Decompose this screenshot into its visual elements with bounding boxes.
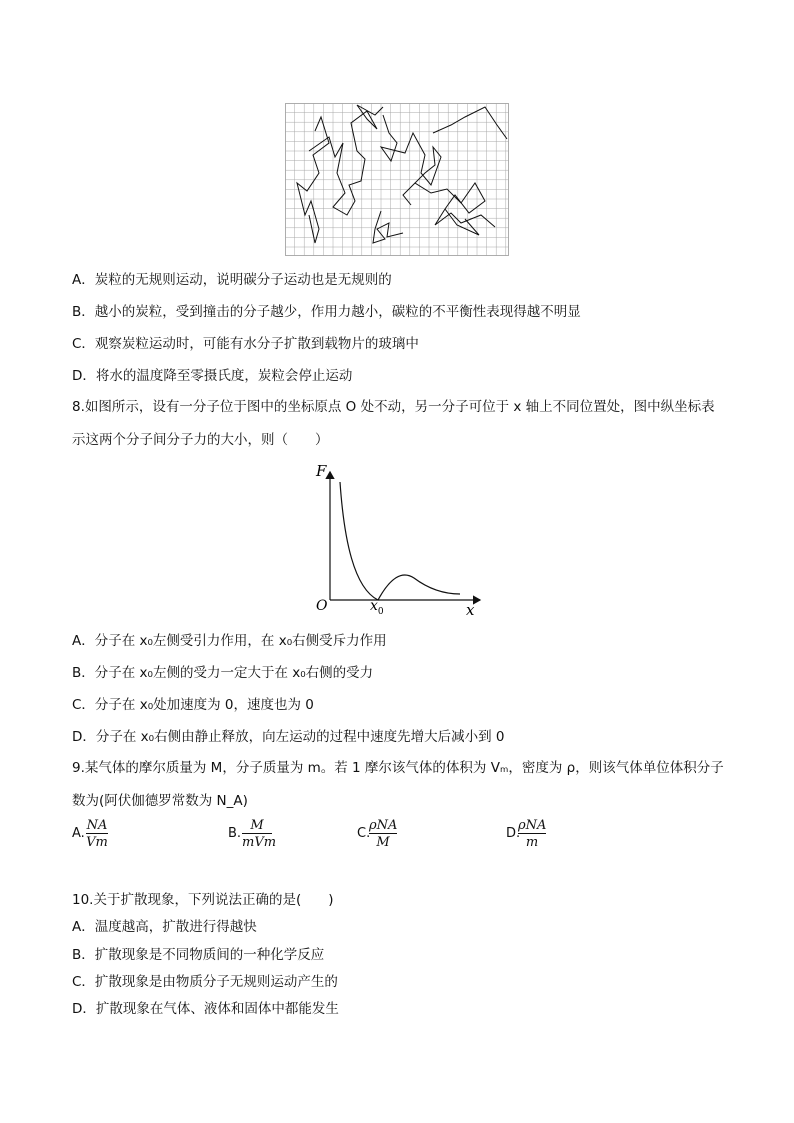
q7-option-a: A．炭粒的无规则运动，说明碳分子运动也是无规则的	[72, 272, 392, 288]
q9-choice-c: C. ρNA M	[357, 818, 398, 850]
force-curve	[340, 482, 460, 600]
q8-option-a: A．分子在 x₀左侧受引力作用，在 x₀右侧受斥力作用	[72, 633, 387, 649]
trajectory-1	[297, 105, 507, 243]
q10-option-d: D．扩散现象在气体、液体和固体中都能发生	[72, 1001, 339, 1017]
q10-option-c: C．扩散现象是由物质分子无规则运动产生的	[72, 974, 338, 990]
q8-option-c: C．分子在 x₀处加速度为 0，速度也为 0	[72, 697, 314, 713]
origin-label: O	[316, 598, 328, 614]
x-axis-label: x	[466, 601, 475, 619]
q9-choice-a: A. NA Vm	[72, 818, 108, 850]
brownian-motion-figure	[285, 103, 509, 256]
q9-choice-d: D. ρNA m	[506, 818, 547, 850]
force-distance-graph	[310, 460, 490, 620]
q7-option-c: C．观察炭粒运动时，可能有水分子扩散到载物片的玻璃中	[72, 336, 419, 352]
q9-stem-line2: 数为(阿伏伽德罗常数为 N_A)	[72, 793, 248, 809]
q10-stem: 10.关于扩散现象，下列说法正确的是( )	[72, 892, 334, 908]
q9-stem-line1: 9.某气体的摩尔质量为 M，分子质量为 m。若 1 摩尔该气体的体积为 Vₘ，密度为 ρ，则该气体单位体积分子	[72, 760, 724, 776]
q7-option-b: B．越小的炭粒，受到撞击的分子越少，作用力越小，碳粒的不平衡性表现得越不明显	[72, 304, 581, 320]
q10-option-a: A．温度越高，扩散进行得越快	[72, 919, 257, 935]
q8-option-d: D．分子在 x₀右侧由静止释放，向左运动的过程中速度先增大后减小到 0	[72, 729, 505, 745]
q9-choice-b: B. M mVm	[228, 818, 277, 850]
q8-stem-line2: 示这两个分子间分子力的大小，则（ ）	[72, 432, 329, 448]
x0-label: $x_0$	[370, 598, 384, 617]
q10-option-b: B．扩散现象是不同物质间的一种化学反应	[72, 947, 325, 963]
q7-option-d: D．将水的温度降至零摄氏度，炭粒会停止运动	[72, 368, 353, 384]
y-axis-label: F	[316, 462, 327, 480]
q8-stem-line1: 8.如图所示，设有一分子位于图中的坐标原点 O 处不动，另一分子可位于 x 轴上不同位置处，图中纵坐标表	[72, 399, 715, 415]
q8-option-b: B．分子在 x₀左侧的受力一定大于在 x₀右侧的受力	[72, 665, 374, 681]
